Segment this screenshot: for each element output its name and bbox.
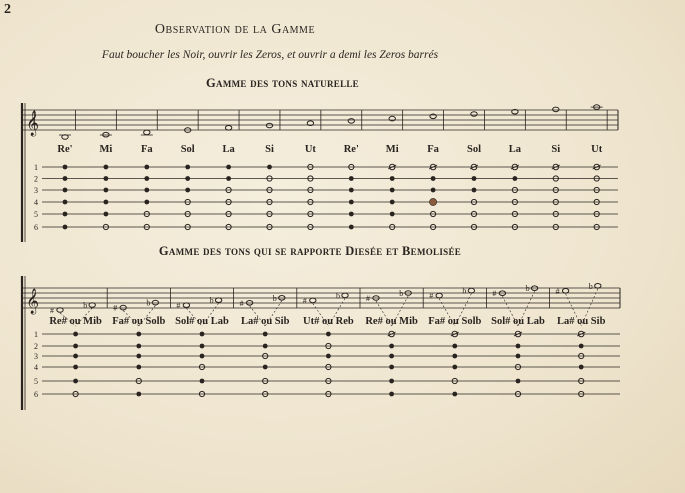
fingering-hole	[389, 379, 394, 384]
natural-scale-heading: Gamme des tons naturelle	[206, 76, 359, 90]
enharmonic-pair-label: La# ou Sib	[556, 316, 606, 327]
fingering-hole	[104, 176, 109, 181]
fingering-hole	[200, 354, 205, 359]
fingering-hole	[73, 354, 78, 359]
flat-sign: b	[525, 284, 530, 294]
flat-sign: b	[272, 293, 277, 303]
flat-sign: b	[462, 286, 467, 296]
fingering-hole	[326, 354, 331, 359]
whole-note	[553, 107, 559, 112]
fingering-hole	[104, 200, 109, 205]
sharp-sign: #	[113, 303, 118, 313]
whole-note	[562, 289, 568, 294]
sharp-sign: #	[555, 286, 560, 296]
fingering-hole	[390, 176, 395, 181]
row-number: 6	[34, 390, 38, 399]
fingering-hole	[200, 344, 205, 349]
fingering-hole	[63, 188, 68, 193]
whole-note	[468, 288, 474, 293]
accidental-scale-heading: Gamme des tons qui se rapporte Diesée et Bemolisée	[158, 244, 462, 258]
fingering-hole	[513, 176, 518, 181]
fingering-hole	[73, 332, 78, 337]
note-label: Si	[265, 144, 274, 155]
fingering-hole	[200, 379, 205, 384]
fingering-hole	[185, 176, 190, 181]
fingering-hole	[263, 344, 268, 349]
whole-note	[595, 284, 601, 289]
fingering-hole	[431, 176, 436, 181]
whole-note	[225, 126, 231, 131]
enharmonic-pair-label: La# ou Sib	[240, 316, 290, 327]
sharp-sign: #	[239, 298, 244, 308]
flat-sign: b	[336, 291, 340, 301]
row-number: 5	[34, 210, 38, 219]
enharmonic-pair-label: Fa# ou Solb	[112, 316, 166, 327]
fingering-hole	[226, 165, 231, 170]
whole-note	[471, 112, 477, 117]
row-number: 2	[34, 174, 38, 184]
enharmonic-pair-label: Ut# ou Reb	[303, 316, 354, 327]
fingering-hole	[63, 165, 68, 170]
enharmonic-pair-label: Sol# ou Lab	[175, 316, 229, 327]
fingering-instruction: Faut boucher les Noir, ouvrir les Zeros, et ouvrir a demi les Zeros barrés	[101, 49, 439, 61]
note-label: Fa	[140, 144, 153, 155]
note-label: La	[222, 144, 235, 155]
enharmonic-pair-label: Sol# ou Lab	[491, 316, 545, 327]
fingering-hole	[104, 188, 109, 193]
note-label: Fa	[427, 144, 439, 155]
whole-note	[215, 298, 221, 303]
whole-note	[144, 130, 150, 135]
enharmonic-pair-label: Re# ou Mib	[49, 316, 102, 327]
fingering-hole	[326, 332, 331, 337]
flat-sign: b	[83, 301, 88, 310]
fingering-hole	[185, 165, 190, 170]
row-number: 3	[34, 186, 38, 195]
fingering-hole	[389, 344, 394, 349]
note-label: Re'	[343, 144, 359, 155]
fingering-hole	[349, 176, 354, 181]
note-label: Sol	[466, 144, 482, 155]
fingering-hole	[389, 365, 394, 370]
fingering-hole	[136, 354, 141, 359]
fingering-hole	[390, 212, 395, 217]
row-number: 4	[34, 363, 38, 372]
note-label: Ut	[304, 144, 316, 155]
fingering-hole	[267, 165, 272, 170]
treble-clef-1: 𝄞	[26, 111, 40, 136]
fingering-hole	[516, 379, 521, 384]
note-label: La	[508, 144, 522, 155]
flat-sign: b	[399, 289, 404, 298]
fingering-hole	[226, 176, 231, 181]
fingering-hole	[452, 392, 457, 397]
fingering-hole	[389, 354, 394, 359]
flat-sign: b	[209, 296, 214, 306]
note-label: Ut	[591, 144, 603, 155]
flat-sign: b	[146, 298, 151, 308]
fingering-hole	[136, 365, 141, 370]
fingering-hole	[472, 188, 477, 193]
fingering-hole	[73, 365, 78, 370]
fingering-hole	[63, 200, 68, 205]
fingering-hole	[389, 392, 394, 397]
fingering-hole	[452, 365, 457, 370]
fingering-hole	[136, 344, 141, 349]
fingering-hole	[452, 354, 457, 359]
whole-note	[266, 123, 272, 128]
fingering-hole	[144, 176, 149, 181]
page-number: 2	[4, 2, 11, 17]
fingering-hole	[144, 200, 149, 205]
note-label: Mi	[99, 144, 113, 155]
flat-sign: b	[588, 281, 593, 291]
sharp-sign: #	[302, 296, 307, 306]
fingering-hole	[63, 212, 68, 217]
fingering-hole	[349, 188, 354, 193]
fingering-hole	[73, 344, 78, 349]
sharp-sign: #	[492, 289, 497, 299]
fingering-hole	[516, 344, 521, 349]
page-title: Observation de la Gamme	[154, 22, 316, 37]
fingering-hole	[144, 188, 149, 193]
fingering-hole	[452, 344, 457, 349]
whole-note	[348, 119, 354, 124]
note-label: Sol	[180, 144, 195, 155]
row-number: 1	[34, 163, 38, 172]
sharp-sign: #	[50, 306, 54, 315]
fingering-hole	[263, 332, 268, 337]
fingering-hole	[144, 165, 149, 170]
sharp-sign: #	[176, 301, 181, 311]
fingering-hole	[390, 200, 395, 205]
fingering-hole	[579, 365, 584, 370]
fingering-hole	[349, 225, 354, 230]
whole-note	[183, 303, 189, 308]
whole-note	[310, 298, 316, 303]
fingering-hole	[73, 379, 78, 384]
note-label: Si	[551, 144, 561, 155]
fingering-hole	[579, 344, 584, 349]
row-number: 2	[34, 342, 38, 351]
fingering-hole	[516, 354, 521, 359]
treble-clef-2: 𝄞	[26, 289, 40, 314]
row-number: 1	[34, 330, 38, 339]
fingering-hole	[104, 165, 109, 170]
row-number: 4	[34, 198, 38, 207]
fingering-hole	[390, 188, 395, 193]
fingering-hole	[63, 176, 68, 181]
fingering-hole	[63, 225, 68, 230]
whole-note	[342, 293, 348, 298]
note-label: Mi	[385, 144, 399, 155]
sharp-sign: #	[366, 294, 370, 303]
fingering-hole	[136, 392, 141, 397]
fingering-hole	[349, 200, 354, 205]
row-number: 6	[34, 223, 38, 232]
sharp-sign: #	[429, 291, 434, 301]
fingering-hole	[104, 212, 109, 217]
fingering-hole	[430, 198, 437, 205]
enharmonic-pair-label: Re# ou Mib	[365, 316, 418, 327]
enharmonic-pair-label: Fa# ou Solb	[428, 316, 482, 327]
fingering-hole	[349, 212, 354, 217]
row-number: 3	[34, 352, 38, 361]
fingering-hole	[185, 188, 190, 193]
fingering-hole	[136, 332, 141, 337]
note-label: Re'	[57, 144, 73, 155]
fingering-hole	[431, 188, 436, 193]
fingering-hole	[472, 176, 477, 181]
fingering-hole	[263, 365, 268, 370]
row-number: 5	[34, 377, 38, 386]
whole-note	[436, 293, 442, 298]
fingering-hole	[200, 332, 205, 337]
